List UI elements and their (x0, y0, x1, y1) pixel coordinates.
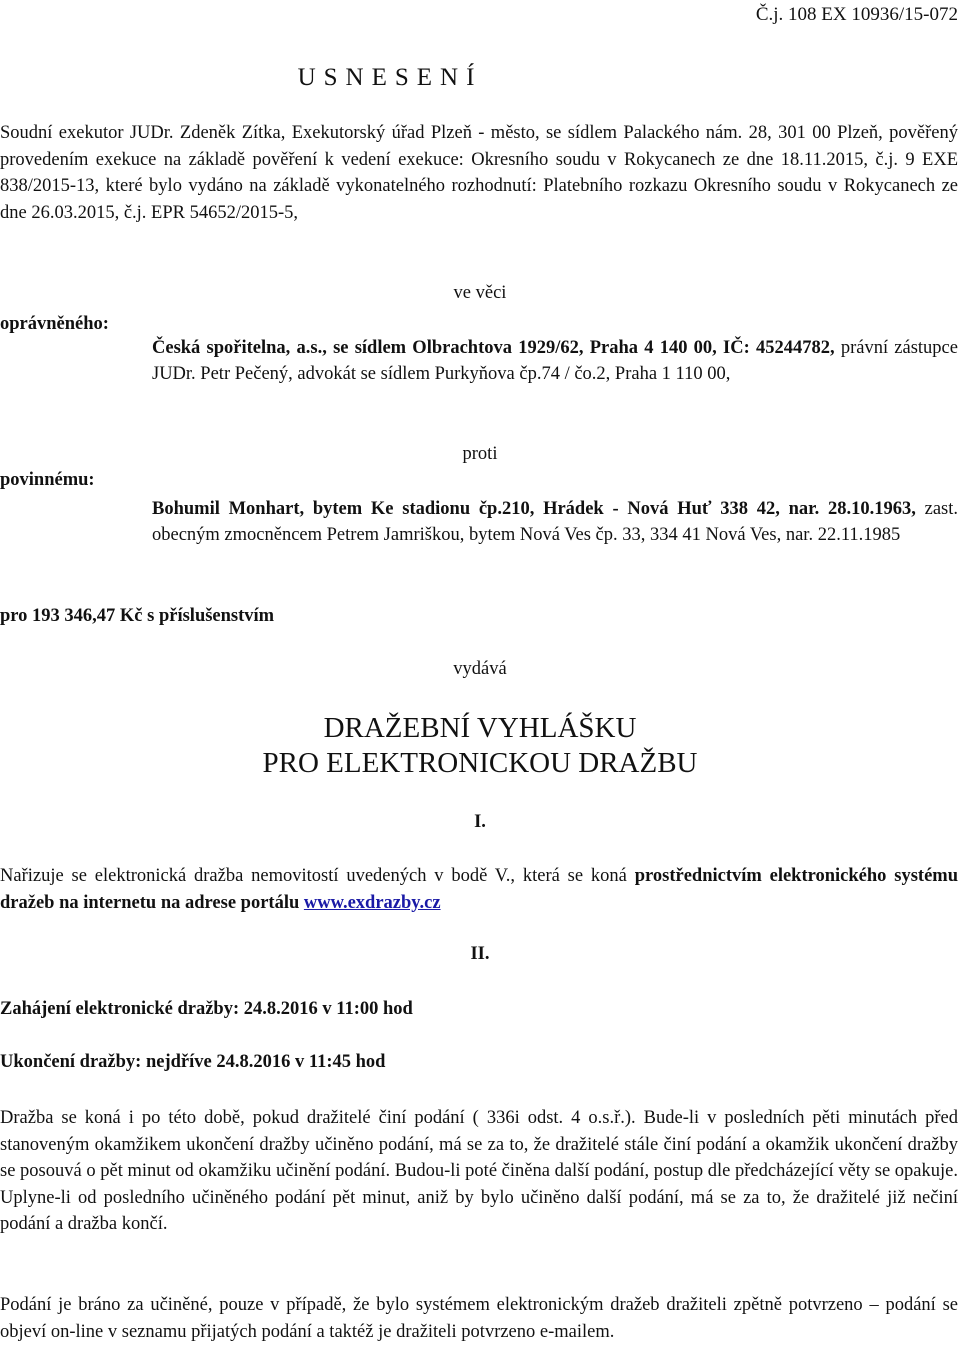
document-title: USNESENÍ (297, 64, 483, 91)
proti-label: proti (462, 444, 498, 464)
opravneny-details (152, 336, 958, 387)
section-1-text-a: Nařizuje se elektronická dražba nemovitostí uvedených v bodě V., která se koná (0, 866, 635, 886)
section-2-paragraph-1: Dražba se koná i po této době, pokud dražitelé činí podání ( 336i odst. 4 o.s.ř.). Bude-li v posledních pěti minutách před stanoveným okamžikem ukončení dražby učiněno podání, má se za to, že dražitelé stále činí podání a okamžik ukončení dražby se posouvá o pět minut od okamžiku učinění podání. Budou-li poté činěna další podání, postup dle předcházející věty se opakuje. Uplyne-li od posledního učiněného podání pět minut, aniž by bylo učiněno další podání, má se za to, že dražitelé již nečiní podání a dražba končí. (0, 1108, 958, 1234)
claim-amount: pro 193 346,47 Kč s příslušenstvím (0, 606, 275, 626)
section-2-number: II. (470, 944, 490, 964)
vydava-label: vydává (453, 659, 507, 679)
povinny-details (152, 497, 958, 548)
section-1-number: I. (474, 812, 486, 832)
povinny-name: Bohumil Monhart, bytem Ke stadionu čp.210, Hrádek - Nová Huť 338 42, nar. 28.10.1963, (152, 499, 916, 519)
decision-heading-line2: PRO ELEKTRONICKOU DRAŽBU (262, 747, 698, 779)
opravneny-representative: právní zástupce JUDr. Petr Pečený, advokát se sídlem Purkyňova čp.74 / čo.2, Praha 1 110 00, (152, 338, 958, 384)
ve-veci-label: ve věci (453, 283, 507, 303)
povinny-label: povinnému: (0, 470, 95, 490)
section-1-text-b: prostřednictvím elektronického systému dražeb na internetu na adrese portálu (0, 866, 958, 913)
decision-heading-line1: DRAŽEBNÍ VYHLÁŠKU (323, 712, 637, 744)
povinny-representative: zast. obecným zmocněncem Petrem Jamriškou, bytem Nová Ves čp. 33, 334 41 Nová Ves, nar. 22.11.1985 (152, 499, 958, 545)
section-2-paragraph-2: Podání je bráno za učiněné, pouze v případě, že bylo systémem elektronickým dražeb dražiteli zpětně potvrzeno – podání se objeví on-line v seznamu přijatých podání a taktéž je dražiteli potvrzeno e-mailem. (0, 1295, 958, 1342)
opravneny-label: oprávněného: (0, 314, 109, 334)
opravneny-name: Česká spořitelna, a.s., se sídlem Olbrachtova 1929/62, Praha 4 140 00, IČ: 45244782, (152, 338, 835, 358)
case-reference: Č.j. 108 EX 10936/15-072 (755, 4, 958, 25)
intro-paragraph: Soudní exekutor JUDr. Zdeněk Zítka, Exekutorský úřad Plzeň - město, se sídlem Palackého nám. 28, 301 00 Plzeň, pověřený provedením exekuce na základě pověření k vedení exekuce: Okresního soudu v Rokycanech ze dne 18.11.2015, č.j. 9 EXE 838/2015-13, které bylo vydáno na základě vykonatelného rozhodnutí: Platebního rozkazu Okresního soudu v Rokycanech ze dne 26.03.2015, č.j. EPR 54652/2015-5, (0, 123, 958, 223)
auction-start: Zahájení elektronické dražby: 24.8.2016 v 11:00 hod (0, 999, 413, 1019)
portal-link[interactable]: www.exdrazby.cz (303, 892, 441, 913)
section-1-text (0, 863, 958, 916)
auction-end: Ukončení dražby: nejdříve 24.8.2016 v 11:45 hod (0, 1052, 386, 1072)
